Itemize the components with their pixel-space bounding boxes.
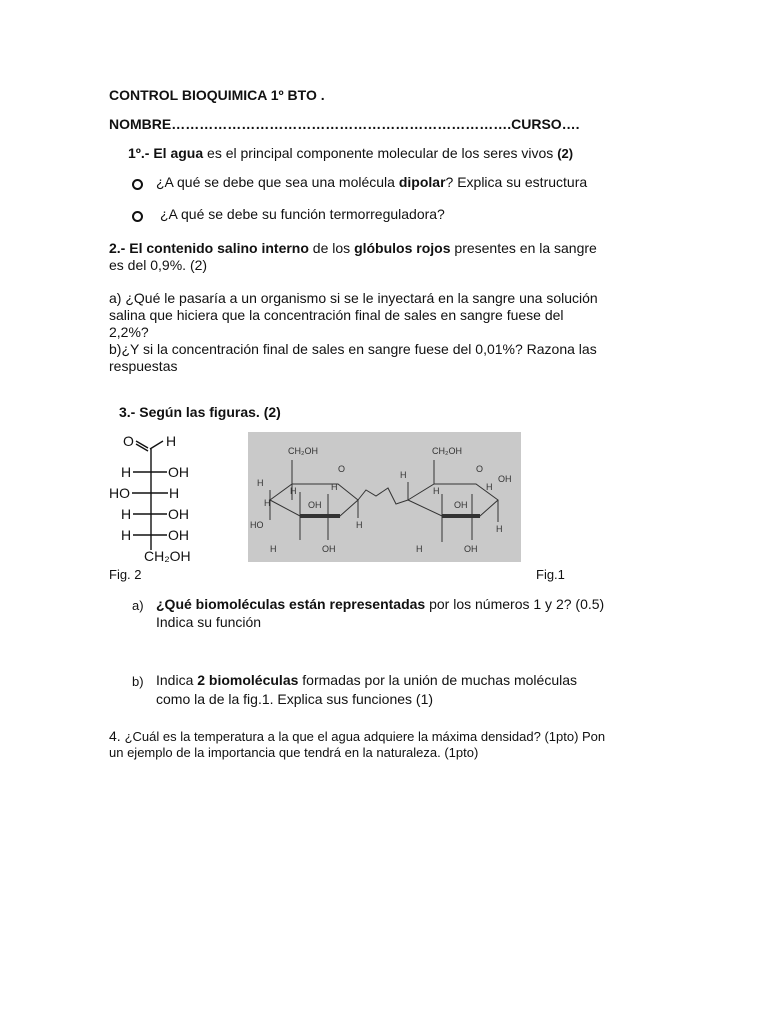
fig2-o-label: O xyxy=(123,433,134,449)
question-3a-rest: por los números 1 y 2? (0.5) xyxy=(425,596,605,612)
fig1-h-3: H xyxy=(264,498,271,508)
question-1a-bold: dipolar xyxy=(398,174,446,190)
fig1-caption: Fig.1 xyxy=(536,567,565,582)
fig1-oh-3: OH xyxy=(498,474,512,484)
question-2-mid: de los xyxy=(308,240,355,256)
fig1-h-4: H xyxy=(331,482,338,492)
fig1-h-9: H xyxy=(486,482,493,492)
name-course-line: NOMBRE……………………………………………………………….CURSO…. xyxy=(109,116,580,132)
question-2a-line3: 2,2%? xyxy=(109,324,149,340)
fig2-row2-left: HO xyxy=(109,485,130,501)
question-1a xyxy=(156,174,587,190)
question-1b: ¿A qué se debe su función termorreguladora? xyxy=(160,206,445,222)
question-4-number: 4. xyxy=(109,728,125,744)
question-1a-post: ? Explica su estructura xyxy=(445,174,588,190)
exam-title: CONTROL BIOQUIMICA 1º BTO . xyxy=(109,87,325,103)
fig2-caption: Fig. 2 xyxy=(109,567,142,582)
question-3-title: 3.- Según las figuras. (2) xyxy=(119,404,281,420)
question-4-text1: ¿Cuál es la temperatura a la que el agua adquiere la máxima densidad? (1pto) Pon xyxy=(124,729,606,744)
question-3a-bold: ¿Qué biomoléculas están representadas xyxy=(156,596,426,612)
fig1-haworth-disaccharide xyxy=(248,432,521,562)
question-2b-line1: b)¿Y si la concentración final de sales en sangre fuese del 0,01%? Razona las xyxy=(109,341,597,357)
question-1-bold: El agua xyxy=(153,145,204,161)
fig2-fischer-projection xyxy=(106,428,206,568)
fig1-h-11: H xyxy=(416,544,423,554)
question-2-bold2: glóbulos rojos xyxy=(354,240,451,256)
question-2-number: 2.- xyxy=(109,240,130,256)
question-2-line1 xyxy=(109,240,597,256)
question-3a-line2: Indica su función xyxy=(156,614,262,630)
question-3b-marker: b) xyxy=(132,674,144,689)
fig1-ch2oh-left: CH₂OH xyxy=(288,446,318,456)
question-3b-line2: como la de la fig.1. Explica sus funciones (1) xyxy=(156,691,434,707)
fig1-h-8: H xyxy=(433,486,440,496)
question-4-line1 xyxy=(109,728,605,744)
question-1-score: (2) xyxy=(557,146,574,161)
question-1-text: es el principal componente molecular de los seres vivos xyxy=(203,145,558,161)
fig1-ho-left: HO xyxy=(250,520,264,530)
fig2-row1-left: H xyxy=(121,464,132,480)
fig2-bottom-label: CH₂OH xyxy=(144,548,191,564)
question-3b-bold: 2 biomoléculas xyxy=(197,672,299,688)
fig2-row4-left: H xyxy=(121,527,132,543)
fig1-h-1: H xyxy=(257,478,264,488)
fig1-oh-1: OH xyxy=(308,500,322,510)
fig1-o-left: O xyxy=(338,464,346,474)
question-2-rest: presentes en la sangre xyxy=(450,240,597,256)
question-1a-pre: ¿A qué se debe que sea una molécula xyxy=(156,174,399,190)
question-1-number: 1º.- xyxy=(128,145,154,161)
fig2-row3-right: OH xyxy=(168,506,189,522)
question-2a-line1: a) ¿Qué le pasaría a un organismo si se le inyectará en la sangre una solución xyxy=(109,290,598,306)
fig1-oh-2: OH xyxy=(322,544,336,554)
fig1-oh-4: OH xyxy=(454,500,468,510)
fig1-o-right: O xyxy=(476,464,484,474)
question-2-bold1: El contenido salino interno xyxy=(129,240,309,256)
question-2b-line2: respuestas xyxy=(109,358,178,374)
bullet-icon xyxy=(132,211,143,222)
fig2-row2-right: H xyxy=(169,485,180,501)
question-3b-line1 xyxy=(156,672,577,688)
fig2-row4-right: OH xyxy=(168,527,189,543)
fig2-h-top-label: H xyxy=(166,433,177,449)
question-2-line2: es del 0,9%. (2) xyxy=(109,257,208,273)
question-3a-marker: a) xyxy=(132,598,144,613)
fig1-oh-5: OH xyxy=(464,544,478,554)
fig2-row3-left: H xyxy=(121,506,132,522)
question-4-line2: un ejemplo de la importancia que tendrá en la naturaleza. (1pto) xyxy=(109,745,479,760)
question-2a-line2: salina que hiciera que la concentración final de sales en sangre fuese del xyxy=(109,307,564,323)
fig1-ch2oh-right: CH₂OH xyxy=(432,446,462,456)
fig2-row1-right: OH xyxy=(168,464,189,480)
question-3b-pre: Indica xyxy=(156,672,198,688)
fig1-h-5: H xyxy=(356,520,363,530)
fig1-h-10: H xyxy=(496,524,503,534)
fig1-h-6: H xyxy=(270,544,277,554)
bullet-icon xyxy=(132,179,143,190)
question-3b-rest: formadas por la unión de muchas moléculas xyxy=(298,672,577,688)
fig1-h-2: H xyxy=(290,486,297,496)
fig1-h-7: H xyxy=(400,470,407,480)
question-1 xyxy=(128,145,573,161)
question-3a-line1 xyxy=(156,596,604,612)
